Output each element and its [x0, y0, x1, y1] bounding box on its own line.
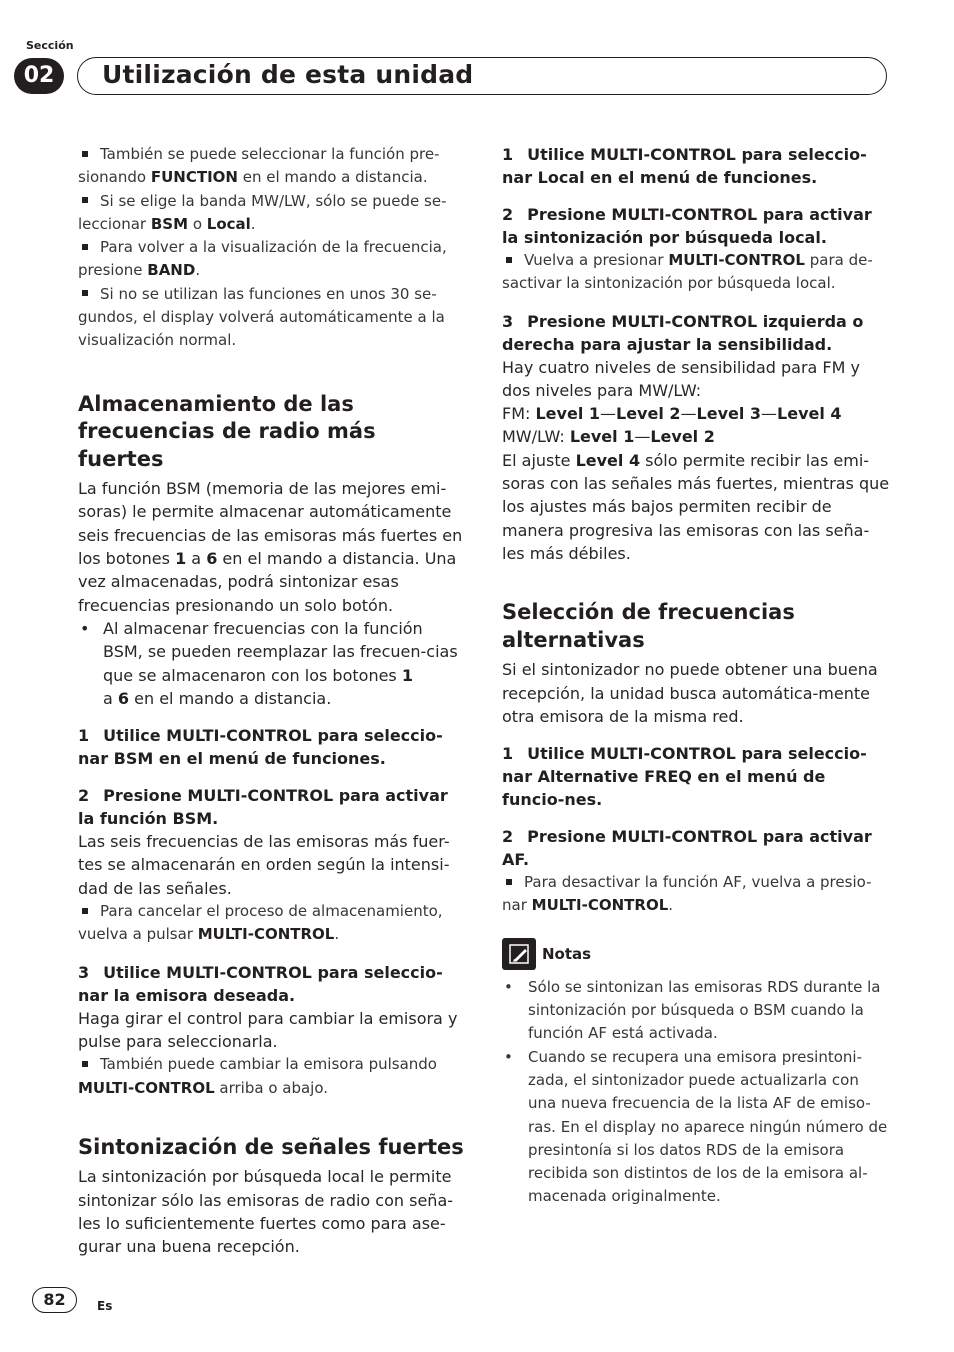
- step-heading: 1 Utilice MULTI-CONTROL para seleccio-nar Local en el menú de funciones.: [502, 145, 867, 187]
- step-heading: 3 Presione MULTI-CONTROL izquierda o derecha para ajustar la sensibilidad.: [502, 311, 864, 354]
- section-number-badge: 02: [14, 58, 64, 94]
- bullet-dot: •: [504, 1047, 513, 1066]
- left-column: [78, 140, 466, 1259]
- paragraph: Las seis frecuencias de las emisoras más fuer-tes se almacenarán en orden según la intensi-dad de las señales.: [78, 832, 450, 898]
- section-heading: Sintonización de señales fuertes: [78, 1134, 464, 1159]
- list-item: • Al almacenar frecuencias con la función BSM, se pueden reemplazar las frecuen-cias que se almacenaron con los botones 1 a 6 en el mando a distancia.: [80, 618, 458, 708]
- section-label: Sección: [26, 39, 74, 52]
- note: Si no se utilizan las funciones en unos 30 se-gundos, el display volverá automáticamente a la visualización normal.: [78, 284, 445, 350]
- note: Para cancelar el proceso de almacenamiento, vuelva a pulsar MULTI-CONTROL.: [78, 902, 443, 944]
- notes-heading: Notas: [502, 938, 890, 970]
- page-title: Utilización de esta unidad: [102, 60, 474, 89]
- step-heading: 2 Presione MULTI-CONTROL para activar la sintonización por búsqueda local.: [502, 205, 872, 247]
- step-heading: 1 Utilice MULTI-CONTROL para seleccio-nar Alternative FREQ en el menú de funcio-nes.: [502, 744, 867, 810]
- square-bullet-icon: [82, 151, 88, 157]
- paragraph: La función BSM (memoria de las mejores emi-soras) le permite almacenar automáticamente seis frecuencias de las emisoras más fuertes en los botones 1 a 6 en el mando a distancia. Una vez almacenadas, podrá sintonizar esas frecuencias presionando un solo botón.: [78, 479, 463, 615]
- note: También puede cambiar la emisora pulsando MULTI-CONTROL arriba o abajo.: [78, 1055, 437, 1097]
- page-number: 82: [32, 1287, 77, 1313]
- right-column: [502, 140, 890, 1209]
- section-heading: Selección de frecuencias alternativas: [502, 600, 795, 652]
- step-heading: 2 Presione MULTI-CONTROL para activar la función BSM.: [78, 786, 448, 829]
- square-bullet-icon: [506, 257, 512, 263]
- paragraph: Si el sintonizador no puede obtener una buena recepción, la unidad busca automática-mente otra emisora de la misma red.: [502, 660, 878, 726]
- list-item: • Sólo se sintonizan las emisoras RDS durante la sintonización por búsqueda o BSM cuando la función AF está activada.: [504, 977, 881, 1043]
- square-bullet-icon: [82, 908, 88, 914]
- note: Para volver a la visualización de la frecuencia, presione BAND.: [78, 238, 447, 280]
- note: También se puede seleccionar la función pre-sionando FUNCTION en el mando a distancia.: [78, 145, 440, 187]
- paragraph: La sintonización por búsqueda local le permite sintonizar sólo las emisoras de radio con seña-les lo suficientemente fuertes como para ase-gurar una buena recepción.: [78, 1167, 454, 1257]
- step-heading: 1 Utilice MULTI-CONTROL para seleccio-nar BSM en el menú de funciones.: [78, 726, 443, 769]
- paragraph: Hay cuatro niveles de sensibilidad para FM y dos niveles para MW/LW:: [502, 357, 860, 400]
- fm-levels: FM: Level 1—Level 2—Level 3—Level 4: [502, 404, 842, 424]
- note: Para desactivar la función AF, vuelva a presio-nar MULTI-CONTROL.: [502, 873, 872, 915]
- step-heading: 3 Utilice MULTI-CONTROL para seleccio-nar la emisora deseada.: [78, 962, 443, 1005]
- square-bullet-icon: [82, 1061, 88, 1067]
- step-heading: 2 Presione MULTI-CONTROL para activar AF.: [502, 827, 872, 870]
- mwlw-levels: MW/LW: Level 1—Level 2: [502, 427, 715, 447]
- note: Vuelva a presionar MULTI-CONTROL para de-sactivar la sintonización por búsqueda local.: [502, 251, 873, 293]
- title-frame: [77, 57, 887, 95]
- bullet-dot: •: [504, 977, 513, 996]
- pencil-notes-icon: [502, 938, 536, 970]
- paragraph: Haga girar el control para cambiar la emisora y pulse para seleccionarla.: [78, 1008, 458, 1051]
- list-item: • Cuando se recupera una emisora presintoni-zada, el sintonizador puede actualizarla con una nueva frecuencia de la lista AF de emiso-ras. En el display no aparece ningún número de presintonía si los datos RDS de la emisora recibida son distintos de los de la emisora al-macenada originalmente.: [504, 1047, 888, 1206]
- note: Si se elige la banda MW/LW, sólo se puede se-leccionar BSM o Local.: [78, 191, 447, 233]
- paragraph: El ajuste Level 4 sólo permite recibir las emi-soras con las señales más fuertes, mientras que los ajustes más bajos permiten recibir de manera progresiva las emisoras con las seña-les más débiles.: [502, 450, 890, 563]
- square-bullet-icon: [82, 197, 88, 203]
- language-code: Es: [97, 1299, 113, 1313]
- square-bullet-icon: [506, 879, 512, 885]
- section-heading: Almacenamiento de las frecuencias de radio más fuertes: [78, 391, 376, 471]
- square-bullet-icon: [82, 290, 88, 296]
- bullet-dot: •: [80, 618, 90, 638]
- square-bullet-icon: [82, 244, 88, 250]
